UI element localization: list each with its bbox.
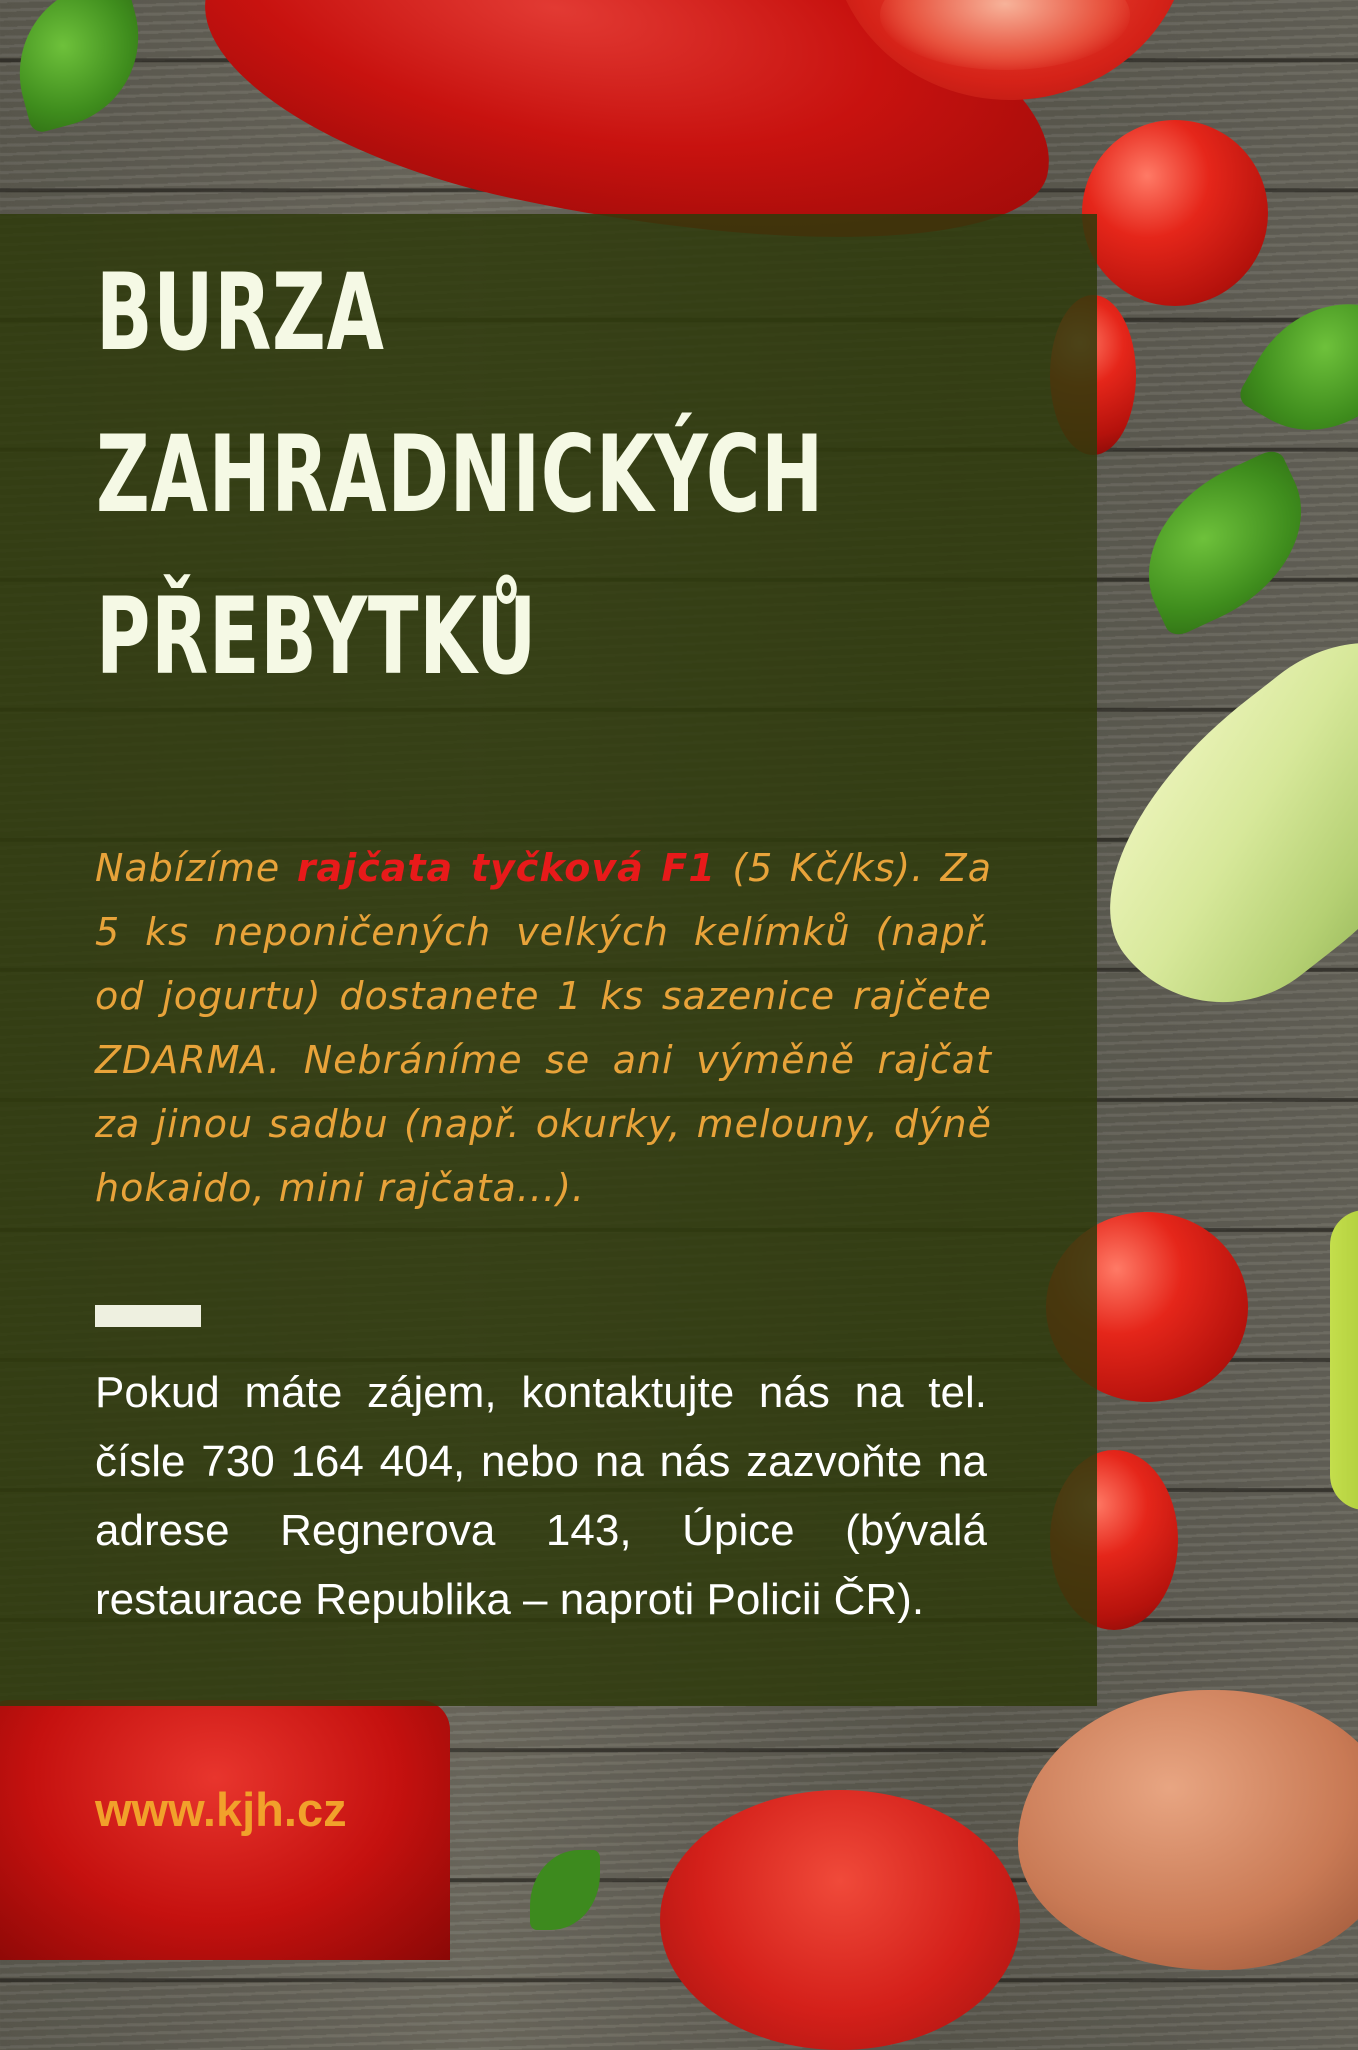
page-title [96, 232, 824, 718]
tomato-image [660, 1790, 1020, 2050]
green-vegetable-image [1330, 1210, 1358, 1510]
offer-text-start: Nabízíme [95, 846, 297, 890]
title-line: BURZA [96, 251, 385, 374]
offer-highlight: rajčata tyčková F1 [296, 846, 716, 890]
offer-text-rest: (5 Kč/ks). Za 5 ks neponičených velkých kelímků (např. od jogurtu) dostanete 1 ks sazenice rajčete ZDARMA. Nebráníme se ani výměně rajčat za jinou sadbu (např. okurky, melouny, dýně hokaido, mini rajčata...). [95, 846, 993, 1210]
basil-leaf-image [1117, 446, 1333, 639]
leaf-image [530, 1850, 600, 1930]
potato-image [1018, 1690, 1358, 1970]
title-line: PŘEBYTKŮ [96, 575, 538, 698]
cherry-tomato-image [1082, 120, 1268, 306]
contact-paragraph: Pokud máte zájem, kontaktujte nás na tel. čísle 730 164 404, nebo na nás zazvoňte na adrese Regnerova 143, Úpice (bývalá restaurace Republika – naproti Policii ČR). [95, 1368, 987, 1624]
website-link[interactable]: www.kjh.cz [95, 1783, 347, 1836]
basil-leaf-image [1235, 270, 1358, 465]
title-line: ZAHRADNICKÝCH [96, 413, 824, 536]
divider [95, 1305, 201, 1327]
offer-paragraph [95, 836, 992, 1220]
basil-leaf-image [0, 0, 159, 135]
